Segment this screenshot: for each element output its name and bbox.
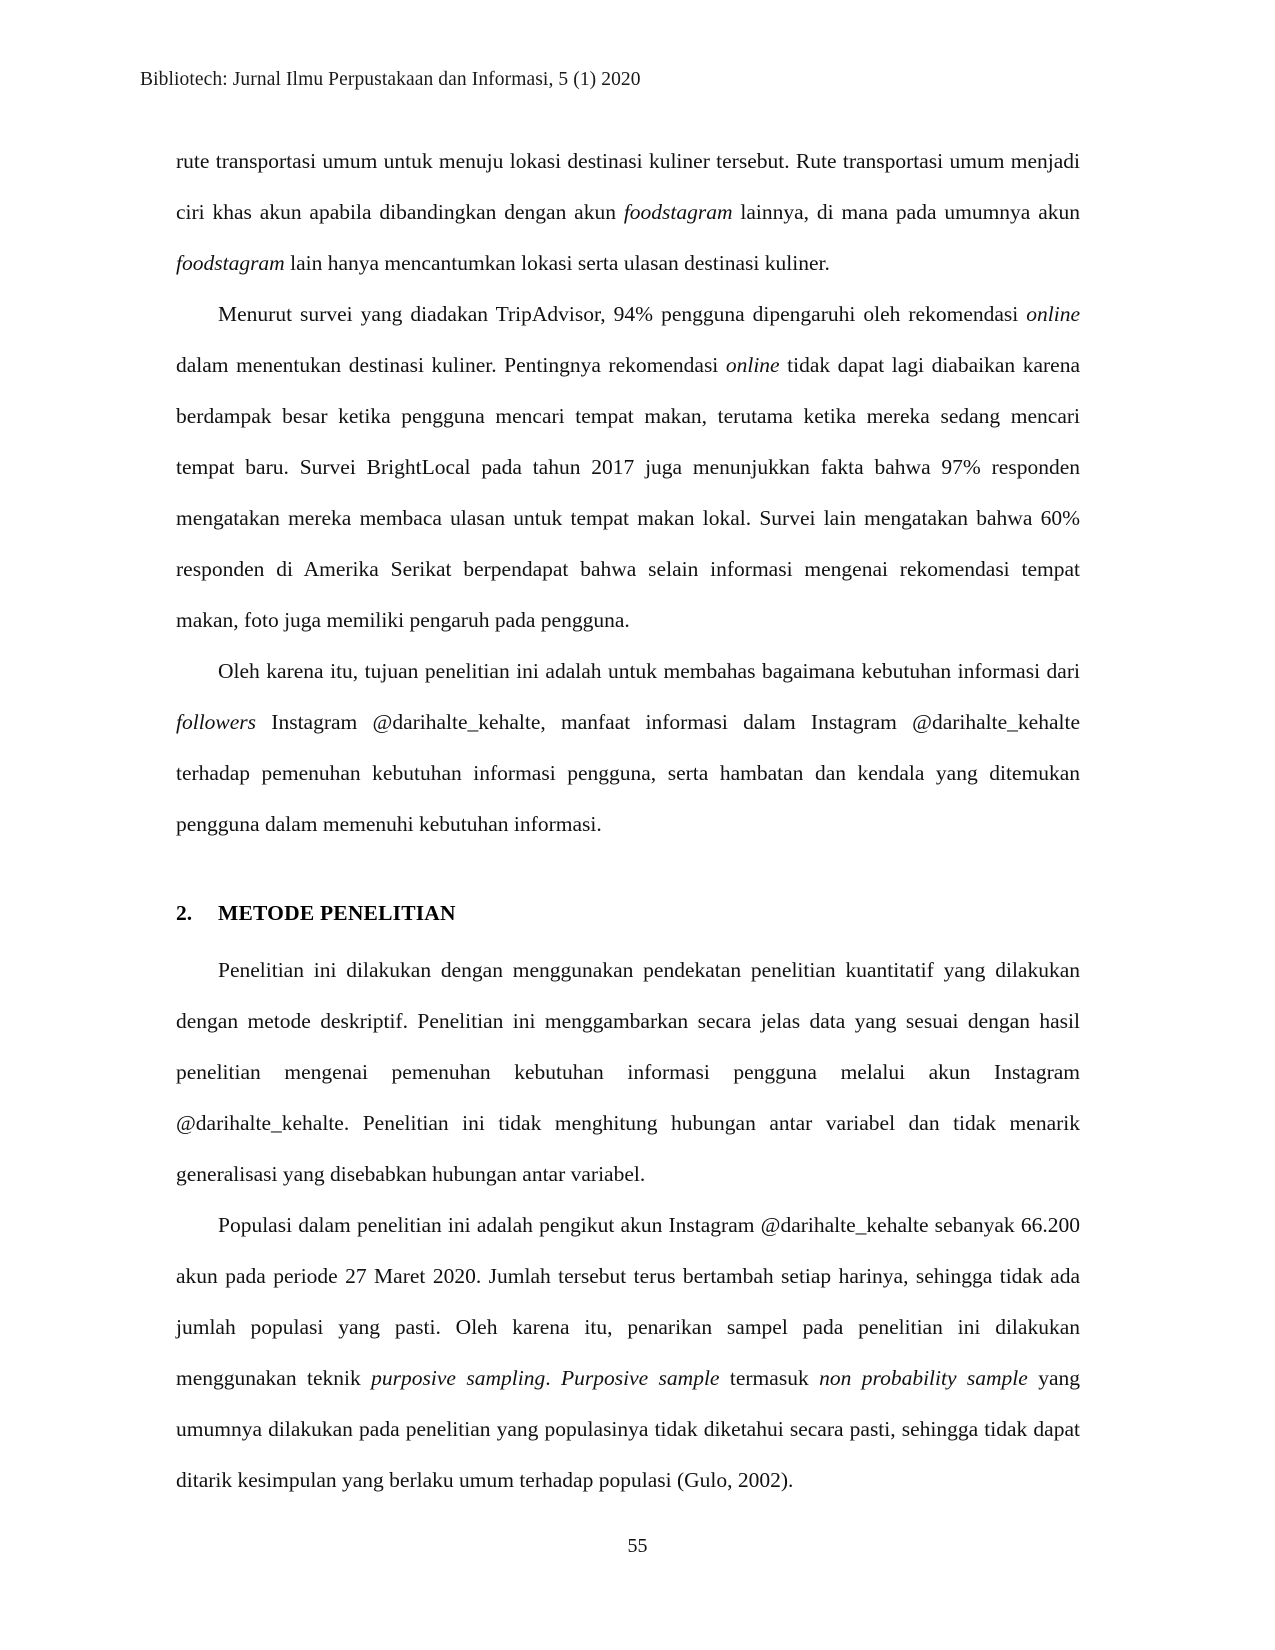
paragraph-text: Oleh karena itu, tujuan penelitian ini adalah untuk membahas bagaimana kebutuhan informasi dari [218, 659, 1080, 683]
paragraph-method-approach [176, 945, 1080, 1200]
paragraph-text: termasuk [719, 1366, 820, 1390]
italic-term: Purposive sample [560, 1366, 720, 1390]
paragraph-text: lain hanya mencantumkan lokasi serta ulasan destinasi kuliner. [284, 251, 830, 275]
page-number: 55 [627, 1535, 648, 1557]
italic-term: foodstagram [623, 200, 733, 224]
paragraph-population-sampling [176, 1200, 1080, 1506]
italic-term: foodstagram [176, 251, 285, 275]
italic-term: followers [176, 710, 257, 734]
paragraph-text: Penelitian ini dilakukan dengan menggunakan pendekatan penelitian kuantitatif yang dilakukan dengan metode deskriptif. Penelitian ini menggambarkan secara jelas data yang sesuai dengan hasil penelitian mengenai pemenuhan kebutuhan informasi pengguna melalui akun Instagram @darihalte_kehalte. Penelitian ini tidak menghitung hubungan antar variabel dan tidak menarik generalisasi yang disebabkan hubungan antar variabel. [176, 958, 1080, 1186]
paragraph-text: Instagram @darihalte_kehalte, manfaat informasi dalam Instagram @darihalte_kehalte terhadap pemenuhan kebutuhan informasi pengguna, serta hambatan dan kendala yang ditemukan pengguna dalam memenuhi kebutuhan informasi. [176, 710, 1080, 836]
paragraph-text: rute transportasi umum untuk menuju lokasi destinasi kuliner tersebut. Rute transportasi umum menjadi ciri khas akun apabila dibandingkan dengan akun [176, 149, 1080, 224]
paragraph-research-objective [176, 646, 1080, 850]
paragraph-text: Menurut survei yang diadakan TripAdvisor, 94% pengguna dipengaruhi oleh rekomendasi [218, 302, 1027, 326]
italic-term: online [725, 353, 780, 377]
paragraph-text: tidak dapat lagi diabaikan karena berdampak besar ketika pengguna mencari tempat makan, terutama ketika mereka sedang mencari tempat baru. Survei BrightLocal pada tahun 2017 juga menunjukkan fakta bahwa 97% responden mengatakan mereka membaca ulasan untuk tempat makan lokal. Survei lain mengatakan bahwa 60% responden di Amerika Serikat berpendapat bahwa selain informasi mengenai rekomendasi tempat makan, foto juga memiliki pengaruh pada pengguna. [176, 353, 1081, 632]
section-number: 2. [176, 901, 193, 925]
paragraph-tripadvisor-survey [176, 289, 1080, 646]
paragraph-text: lainnya, di mana pada umumnya akun [732, 200, 1080, 224]
paragraph-continued [176, 136, 1080, 289]
paragraph-text: . [545, 1366, 561, 1390]
page-content [176, 136, 1080, 1506]
italic-term: online [1026, 302, 1080, 326]
running-header: Bibliotech: Jurnal Ilmu Perpustakaan dan Informasi, 5 (1) 2020 [140, 69, 641, 90]
italic-term: purposive sampling [371, 1366, 546, 1390]
paragraph-text: dalam menentukan destinasi kuliner. Pentingnya rekomendasi [176, 353, 726, 377]
italic-term: non probability sample [819, 1366, 1028, 1390]
section-heading-metode-penelitian [176, 850, 1080, 945]
paragraph-text: Populasi dalam penelitian ini adalah pengikut akun Instagram @darihalte_kehalte sebanyak 66.200 akun pada periode 27 Maret 2020. Jumlah tersebut terus bertambah setiap harinya, sehingga tidak ada jumlah populasi yang pasti. Oleh karena itu, penarikan sampel pada penelitian ini dilakukan menggunakan teknik [176, 1213, 1080, 1390]
paragraph-text: yang umumnya dilakukan pada penelitian yang populasinya tidak diketahui secara pasti, sehingga tidak dapat ditarik kesimpulan yang berlaku umum terhadap populasi (Gulo, 2002). [176, 1366, 1081, 1492]
section-title: METODE PENELITIAN [218, 901, 456, 925]
